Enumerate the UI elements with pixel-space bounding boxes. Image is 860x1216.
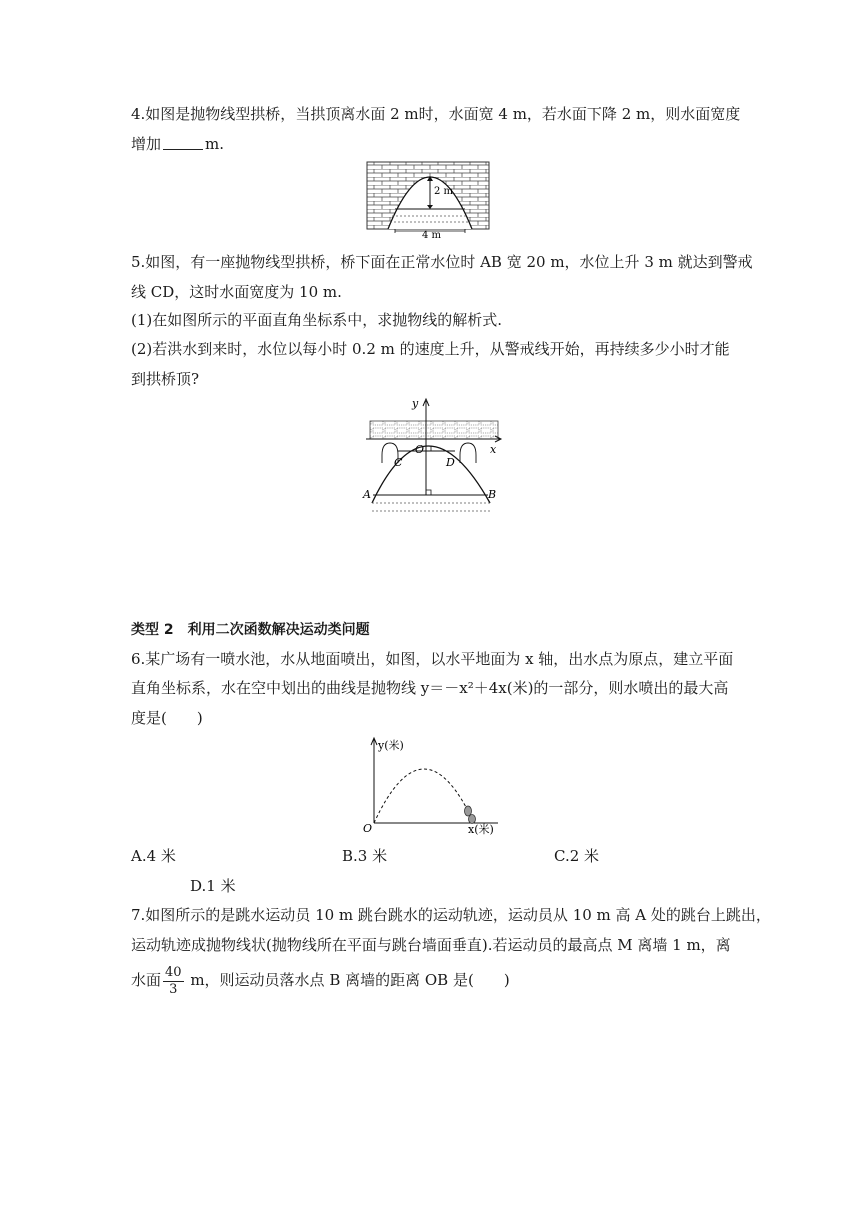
q5-text-line1: 5.如图，有一座抛物线型拱桥，桥下面在正常水位时 AB 宽 20 m，水位上升 3 m 就达到警戒	[131, 253, 753, 271]
q7-line3-post: m，则运动员落水点 B 离墙的距离 OB 是( )	[185, 971, 510, 989]
origin-label: O	[415, 443, 425, 456]
q7-line3-pre: 水面	[131, 971, 162, 989]
q4-text-line2	[131, 134, 224, 154]
point-b-label: B	[488, 488, 497, 501]
fraction-40-over-3	[163, 965, 184, 998]
q7-text-line1: 7.如图所示的是跳水运动员 10 m 跳台跳水的运动轨迹，运动员从 10 m 高 A 处的跳台上跳出，	[131, 906, 771, 924]
origin-label: O	[363, 822, 373, 835]
q4-answer-blank	[163, 135, 203, 150]
point-c-label: C	[394, 456, 403, 469]
section-heading-type2: 类型 2 利用二次函数解决运动类问题	[131, 622, 370, 638]
right-angle-marks	[426, 446, 431, 495]
point-a-label: A	[363, 488, 371, 501]
q4-line2-pre: 增加	[131, 135, 162, 153]
q4-line2-post: m.	[205, 135, 225, 153]
x-axis-label: x(米)	[468, 823, 494, 836]
water-drop-icon	[469, 815, 476, 824]
q6-text-line3: 度是( )	[131, 709, 203, 727]
y-axis-label: y	[412, 397, 419, 410]
q6-option-a: A.4 米	[131, 847, 176, 865]
q5-part2-line1: (2)若洪水到来时，水位以每小时 0.2 m 的速度上升，从警戒线开始，再持续多少小时才能	[131, 340, 730, 358]
fraction-numerator: 40	[165, 964, 182, 980]
q6-option-d: D.1 米	[190, 877, 236, 895]
q6-text-line1: 6.某广场有一喷水池，水从地面喷出，如图，以水平地面为 x 轴，出水点为原点，建立平面	[131, 650, 734, 668]
right-pier-arch	[460, 443, 476, 463]
water-parabola	[374, 769, 474, 823]
q4-bridge-figure	[366, 161, 492, 239]
q6-option-c: C.2 米	[554, 847, 600, 865]
q4-text-line1: 4.如图是抛物线型拱桥，当拱顶离水面 2 m时，水面宽 4 m，若水面下降 2 m，则水面宽度	[131, 105, 741, 123]
q5-part2-line2: 到拱桥顶?	[131, 370, 200, 388]
bridge-deck	[370, 421, 498, 439]
height-label: 2 m	[434, 186, 454, 197]
fraction-denominator: 3	[169, 981, 178, 997]
q5-bridge-figure	[360, 395, 506, 517]
q7-text-line3	[131, 962, 510, 998]
q7-text-line2: 运动轨迹成抛物线状(抛物线所在平面与跳台墙面垂直).若运动员的最高点 M 离墙 1 m，离	[131, 936, 731, 954]
q6-text-line2: 直角坐标系，水在空中划出的曲线是抛物线 y＝－x²＋4x(米)的一部分，则水喷出的最大高	[131, 679, 729, 697]
q6-option-b: B.3 米	[342, 847, 388, 865]
q5-text-line2: 线 CD，这时水面宽度为 10 m.	[131, 283, 342, 301]
y-axis-label: y(米)	[378, 739, 404, 752]
q6-fountain-figure	[358, 735, 500, 837]
x-axis-label: x	[490, 443, 497, 456]
point-d-label: D	[446, 456, 455, 469]
width-label: 4 m	[422, 230, 442, 239]
q5-part1: (1)在如图所示的平面直角坐标系中，求抛物线的解析式.	[131, 311, 503, 329]
